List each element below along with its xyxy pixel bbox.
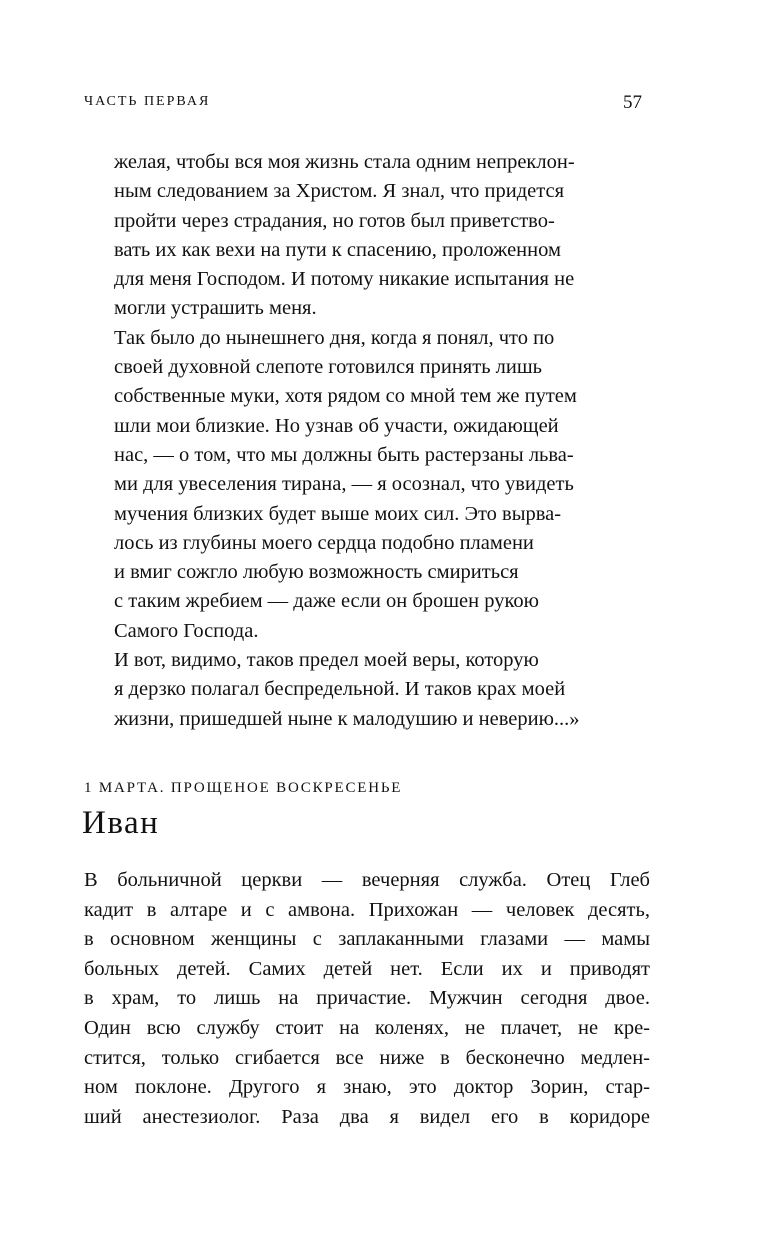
- quote-line: желая, чтобы вся моя жизнь стала одним непреклон-: [114, 151, 575, 173]
- quote-line: пройти через страдания, но готов был приветство-: [114, 209, 555, 232]
- chapter-date: 1 МАРТА. ПРОЩЕНОЕ ВОСКРЕСЕНЬЕ: [84, 780, 403, 796]
- quote-line: и вмиг сожгло любую возможность смириться: [114, 561, 519, 584]
- body-line: стится, только сгибается все ниже в бесконечно медлен-: [84, 1046, 650, 1069]
- running-head: ЧАСТЬ ПЕРВАЯ: [84, 94, 211, 109]
- quote-line: для меня Господом. И потому никакие испытания не: [114, 268, 575, 291]
- page-number: 57: [623, 92, 642, 113]
- quote-line: жизни, пришедшей ныне к малодушию и неверию...»: [114, 707, 580, 730]
- body-line: в храм, то лишь на причастие. Мужчин сегодня двое.: [84, 987, 650, 1010]
- quote-line: лось из глубины моего сердца подобно пламени: [114, 531, 534, 554]
- quote-line: шли мои близкие. Но узнав об участи, ожидающей: [114, 414, 559, 437]
- quote-line: мучения близких будет выше моих сил. Это вырва-: [114, 502, 562, 525]
- body-line: В больничной церкви — вечерняя служба. Отец Глеб: [84, 869, 650, 891]
- body-line: кадит в алтаре и с амвона. Прихожан — человек десять,: [84, 898, 650, 921]
- quote-line: вать их как вехи на пути к спасению, проложенном: [114, 238, 561, 261]
- quote-line: ми для увеселения тирана, — я осознал, что увидеть: [114, 473, 574, 496]
- quote-line: Самого Господа.: [114, 619, 259, 642]
- quote-line: нас, — о том, что мы должны быть растерзаны льва-: [114, 443, 574, 466]
- body-text: [84, 866, 650, 1132]
- chapter-title: Иван: [82, 805, 160, 841]
- quote-line: с таким жребием — даже если он брошен рукою: [114, 590, 539, 613]
- quote-block: [114, 148, 634, 734]
- quote-line: И вот, видимо, таков предел моей веры, которую: [114, 649, 539, 672]
- body-line: Один всю службу стоит на коленях, не плачет, не кре-: [84, 1016, 650, 1039]
- body-line: в основном женщины с заплаканными глазами — мамы: [84, 928, 650, 951]
- quote-line: могли устрашить меня.: [114, 297, 317, 320]
- quote-line: собственные муки, хотя рядом со мной тем же путем: [114, 385, 577, 408]
- body-line: ший анестезиолог. Раза два я видел его в коридоре: [84, 1105, 650, 1128]
- quote-line: своей духовной слепоте готовился принять лишь: [114, 356, 542, 379]
- body-line: больных детей. Самих детей нет. Если их и приводят: [84, 957, 650, 980]
- quote-line: я дерзко полагал беспредельной. И таков крах моей: [114, 678, 566, 701]
- quote-line: ным следованием за Христом. Я знал, что придется: [114, 180, 564, 203]
- quote-line: Так было до нынешнего дня, когда я понял, что по: [114, 326, 555, 349]
- body-line: ном поклоне. Другого я знаю, это доктор Зорин, стар-: [84, 1076, 650, 1099]
